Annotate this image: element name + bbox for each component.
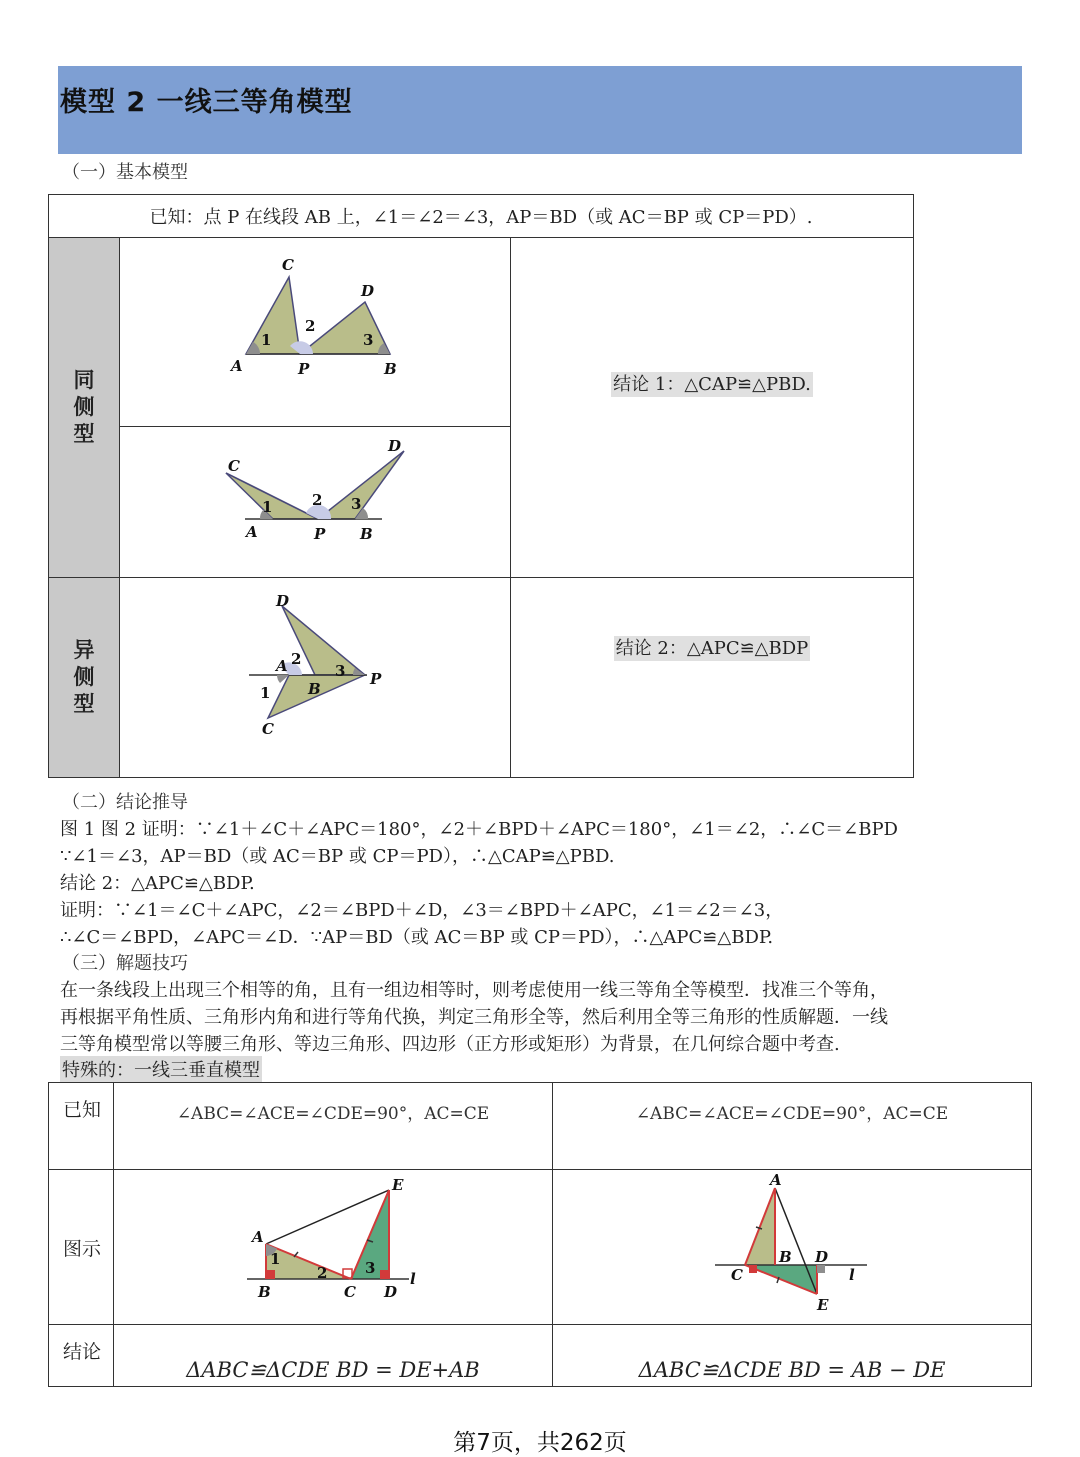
fig2-label-c: C [228,457,240,475]
fig1-label-d: D [361,282,375,300]
fig5-label-l: l [849,1266,855,1284]
fig3-label-b: B [308,680,321,698]
fig1-label-c: C [282,256,294,274]
section1-heading: （一）基本模型 [62,162,188,183]
figure3-opposite-side [120,578,510,773]
fig2-label-d: D [388,437,402,455]
fig3-num-1: 1 [260,684,271,702]
page-footer: 第7页，共262页 [453,1430,627,1456]
fig5-label-d: D [815,1248,829,1266]
figure4-cell [114,1170,553,1325]
fig4-label-c: C [344,1283,356,1301]
same-side-label-text: 同侧型 [73,368,95,446]
row-given-label: 已知 [49,1083,114,1170]
section2-heading: （二）结论推导 [62,792,188,813]
given-cell: 已知：点 P 在线段 AB 上，∠1＝∠2＝∠3，AP＝BD（或 AC＝BP 或 CP＝PD）. [49,195,914,238]
fig2-num-1: 1 [262,498,273,516]
tips-line-3: 三等角模型常以等腰三角形、等边三角形、四边形（正方形或矩形）为背景，在几何综合题中考查. [60,1034,840,1055]
fig4-num-3: 3 [365,1259,376,1277]
fig2-label-b: B [360,525,373,543]
figure5-perp-opposite [553,1170,1031,1320]
fig4-num-1: 1 [270,1250,281,1268]
tips-line-2: 再根据平角性质、三角形内角和进行等角代换，判定三角形全等，然后利用全等三角形的性质解题．一线 [60,1007,888,1028]
conclusion2-text: 结论 2：△APC≌△BDP [615,638,809,659]
fig1-label-p: P [298,360,310,378]
figure2-same-side [120,427,510,573]
given-left-cell: ∠ABC=∠ACE=∠CDE=90°，AC=CE [114,1083,553,1170]
right-angle-d [817,1265,825,1273]
perpendicular-model-table [48,1082,1032,1387]
fig3-label-a: A [276,657,288,675]
right-angle-b [266,1270,275,1279]
proof-line-2: ∵∠1＝∠3，AP＝BD（或 AC＝BP 或 CP＝PD），∴△CAP≌△PBD. [60,846,615,867]
conclusion1-cell [511,238,914,578]
figure3-cell [120,578,511,778]
fig3-label-d: D [276,592,290,610]
proof-line-4: 证明：∵∠1＝∠C＋∠APC，∠2＝∠BPD＋∠D，∠3＝∠BPD＋∠APC，∠1＝∠2＝∠3， [60,900,784,921]
conclusion1-text: 结论 1：△CAP≌△PBD. [613,374,811,395]
proof-line-1: 图 1 图 2 证明：∵∠1＋∠C＋∠APC＝180°，∠2＋∠BPD＋∠APC＝180°，∠1＝∠2，∴∠C＝∠BPD [60,819,898,840]
fig2-label-a: A [246,523,258,541]
special-model-label: 特殊的：一线三垂直模型 [60,1056,262,1082]
fig2-num-3: 3 [351,495,362,513]
section3-heading: （三）解题技巧 [62,953,188,974]
fig5-label-e: E [817,1296,829,1314]
given-right-cell: ∠ABC=∠ACE=∠CDE=90°，AC=CE [553,1083,1032,1170]
opposite-side-label-text: 异侧型 [73,638,95,716]
fig1-num-3: 3 [363,331,374,349]
fig1-num-2: 2 [305,317,316,335]
fig3-num-3: 3 [335,662,346,680]
fig2-num-2: 2 [312,491,323,509]
fig4-label-l: l [410,1270,416,1288]
fig5-label-b: B [779,1248,792,1266]
fig4-num-2: 2 [317,1264,328,1282]
opposite-side-label [49,578,120,778]
row-figure-label: 图示 [49,1170,114,1325]
fig4-label-d: D [384,1283,398,1301]
figure4-perp-same [114,1170,552,1320]
row-conclusion-label: 结论 [49,1325,114,1387]
same-side-label [49,238,120,578]
fig4-label-b: B [258,1283,271,1301]
fig4-label-a: A [252,1228,264,1246]
page-title: 模型 2 一线三等角模型 [60,87,353,118]
fig3-num-2: 2 [291,650,302,668]
figure1-cell [120,238,511,427]
fig2-label-p: P [314,525,326,543]
fig3-label-c: C [262,720,274,738]
formula-left: ΔABC≌ΔCDE BD = DE+AB [114,1325,553,1387]
fig5-label-a: A [770,1171,782,1189]
figure1-same-side [120,238,510,422]
conclusion2-cell [511,578,914,778]
fig1-label-b: B [384,360,397,378]
right-angle-d [380,1270,389,1279]
fig1-num-1: 1 [261,331,272,349]
tips-line-1: 在一条线段上出现三个相等的角，且有一组边相等时，则考虑使用一线三等角全等模型．找准三个等角， [60,980,888,1001]
formula-right: ΔABC≌ΔCDE BD = AB − DE [553,1325,1032,1387]
figure2-cell [120,427,511,578]
fig4-label-e: E [392,1176,404,1194]
proof-line-5: ∴∠C＝∠BPD，∠APC＝∠D．∵AP＝BD（或 AC＝BP 或 CP＝PD），∴△APC≌△BDP. [60,927,774,948]
basic-model-table [48,194,914,778]
proof-line-3: 结论 2：△APC≌△BDP. [60,873,255,894]
fig1-label-a: A [231,357,243,375]
fig5-label-c: C [731,1266,743,1284]
fig3-label-p: P [370,670,382,688]
right-angle-c [749,1265,757,1273]
triangle-cap [246,277,300,354]
figure5-cell [553,1170,1032,1325]
